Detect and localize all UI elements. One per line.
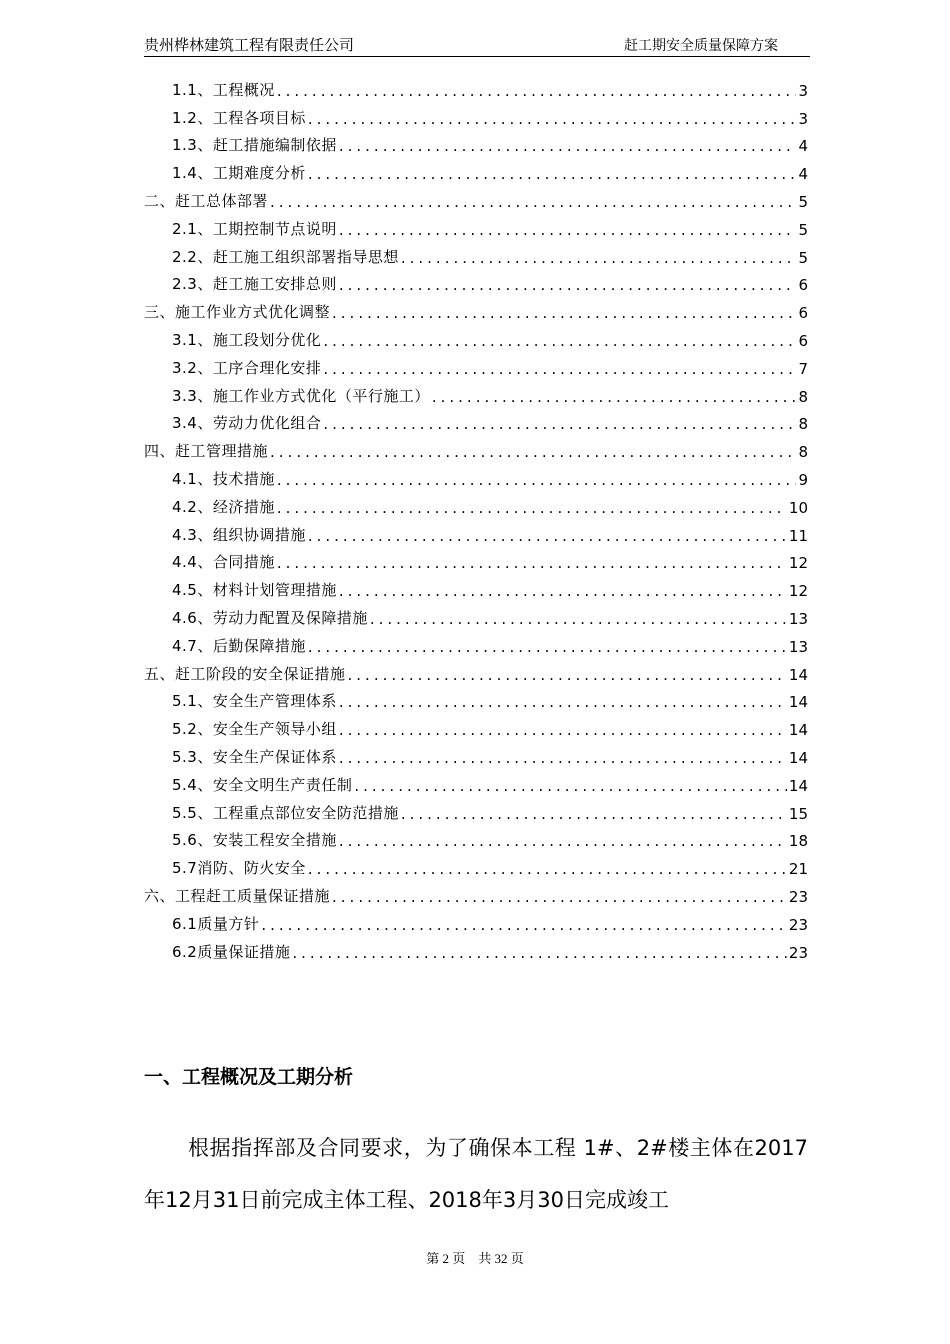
- toc-entry-page: 14: [788, 693, 808, 712]
- toc-entry[interactable]: [144, 100, 808, 128]
- toc-entry-title: 三、施工作业方式优化调整: [144, 303, 331, 322]
- toc-entry[interactable]: [144, 628, 808, 656]
- toc-entry-title: 2.3、赶工施工安排总则: [172, 275, 337, 294]
- toc-entry-title: 5.7消防、防火安全: [172, 859, 306, 878]
- toc-entry-title: 1.2、工程各项目标: [172, 108, 306, 127]
- toc-entry-title: 5.1、安全生产管理体系: [172, 692, 337, 711]
- toc-leader-dots: [332, 304, 796, 322]
- toc-entry-page: 5: [798, 192, 808, 211]
- toc-entry-page: 8: [798, 415, 808, 434]
- toc-leader-dots: [339, 582, 787, 600]
- toc-entry-title: 4.7、后勤保障措施: [172, 636, 306, 655]
- toc-entry-title: 1.4、工期难度分析: [172, 164, 306, 183]
- page-footer: 第 2 页 共 32 页: [426, 1251, 524, 1266]
- toc-entry[interactable]: [144, 656, 808, 684]
- toc-entry-title: 6.2质量保证措施: [172, 942, 291, 961]
- toc-leader-dots: [401, 805, 787, 823]
- toc-entry-title: 3.1、施工段划分优化: [172, 330, 322, 349]
- toc-entry-title: 4.3、组织协调措施: [172, 525, 306, 544]
- toc-entry[interactable]: [144, 739, 808, 767]
- toc-entry[interactable]: [144, 572, 808, 600]
- toc-entry-page: 6: [798, 304, 808, 323]
- toc-entry-page: 3: [798, 109, 808, 128]
- toc-entry-title: 4.1、技术措施: [172, 469, 275, 488]
- toc-leader-dots: [308, 860, 787, 878]
- toc-entry-page: 10: [788, 498, 808, 517]
- toc-leader-dots: [339, 276, 797, 294]
- toc-leader-dots: [339, 749, 787, 767]
- toc-entry[interactable]: [144, 294, 808, 322]
- toc-entry[interactable]: [144, 267, 808, 295]
- toc-entry-title: 5.6、安装工程安全措施: [172, 831, 337, 850]
- toc-entry-title: 5.4、安全文明生产责任制: [172, 775, 353, 794]
- toc-entry-page: 13: [788, 637, 808, 656]
- toc-leader-dots: [277, 471, 797, 489]
- toc-entry-page: 21: [788, 860, 808, 879]
- toc-entry-title: 4.6、劳动力配置及保障措施: [172, 608, 368, 627]
- toc-entry[interactable]: [144, 128, 808, 156]
- toc-entry[interactable]: [144, 72, 808, 100]
- page-header: [144, 30, 810, 57]
- toc-leader-dots: [308, 638, 787, 656]
- toc-entry-page: 11: [788, 526, 808, 545]
- toc-entry-page: 23: [788, 943, 808, 962]
- toc-entry[interactable]: [144, 183, 808, 211]
- toc-entry-title: 4.5、材料计划管理措施: [172, 581, 337, 600]
- body-paragraph: 根据指挥部及合同要求，为了确保本工程 1#、2#楼主体在2017年12月31日前完成主体工程、2018年3月30日完成竣工: [144, 1136, 808, 1212]
- toc-entry-page: 4: [798, 165, 808, 184]
- toc-entry-page: 6: [798, 276, 808, 295]
- toc-entry[interactable]: [144, 461, 808, 489]
- toc-entry[interactable]: [144, 823, 808, 851]
- toc-entry[interactable]: [144, 545, 808, 573]
- toc-entry[interactable]: [144, 600, 808, 628]
- toc-entry-page: 9: [798, 470, 808, 489]
- toc-entry[interactable]: [144, 795, 808, 823]
- toc-entry-page: 23: [788, 887, 808, 906]
- toc-entry-title: 3.4、劳动力优化组合: [172, 414, 322, 433]
- toc-entry[interactable]: [144, 517, 808, 545]
- toc-leader-dots: [277, 499, 787, 517]
- toc-entry-title: 3.3、施工作业方式优化（平行施工）: [172, 386, 430, 405]
- toc-leader-dots: [308, 165, 797, 183]
- toc-entry-title: 5.2、安全生产领导小组: [172, 720, 337, 739]
- toc-leader-dots: [339, 137, 797, 155]
- toc-entry-page: 14: [788, 776, 808, 795]
- toc-entry[interactable]: [144, 155, 808, 183]
- toc-leader-dots: [270, 193, 796, 211]
- toc-entry[interactable]: [144, 878, 808, 906]
- toc-leader-dots: [339, 832, 787, 850]
- toc-entry[interactable]: [144, 711, 808, 739]
- toc-entry-page: 4: [798, 137, 808, 156]
- toc-leader-dots: [277, 554, 787, 572]
- toc-entry-title: 2.2、赶工施工组织部署指导思想: [172, 247, 399, 266]
- toc-entry-title: 2.1、工期控制节点说明: [172, 219, 337, 238]
- toc-leader-dots: [323, 415, 796, 433]
- toc-entry[interactable]: [144, 906, 808, 934]
- toc-leader-dots: [339, 693, 787, 711]
- toc-entry-page: 12: [788, 554, 808, 573]
- toc-leader-dots: [292, 944, 787, 962]
- toc-entry[interactable]: [144, 767, 808, 795]
- toc-entry-title: 二、赶工总体部署: [144, 191, 269, 210]
- toc-leader-dots: [308, 527, 787, 545]
- toc-leader-dots: [270, 443, 796, 461]
- toc-entry-title: 4.4、合同措施: [172, 553, 275, 572]
- toc-leader-dots: [354, 777, 787, 795]
- toc-entry-page: 5: [798, 220, 808, 239]
- toc-entry-title: 四、赶工管理措施: [144, 442, 269, 461]
- toc-leader-dots: [401, 249, 797, 267]
- toc-entry-title: 5.3、安全生产保证体系: [172, 747, 337, 766]
- toc-leader-dots: [339, 221, 797, 239]
- toc-entry-page: 14: [788, 721, 808, 740]
- toc-leader-dots: [332, 888, 787, 906]
- toc-leader-dots: [339, 721, 787, 739]
- toc-entry[interactable]: [144, 489, 808, 517]
- toc-entry-page: 5: [798, 248, 808, 267]
- toc-entry[interactable]: [144, 934, 808, 962]
- toc-leader-dots: [308, 110, 797, 128]
- toc-entry-page: 8: [798, 387, 808, 406]
- toc-entry[interactable]: [144, 322, 808, 350]
- toc-entry-title: 六、工程赶工质量保证措施: [144, 886, 331, 905]
- toc-entry-page: 8: [798, 443, 808, 462]
- toc-entry-title: 6.1质量方针: [172, 914, 260, 933]
- document-title: 赶工期安全质量保障方案: [624, 38, 778, 54]
- toc-leader-dots: [370, 610, 787, 628]
- toc-entry-page: 3: [798, 81, 808, 100]
- toc-leader-dots: [432, 388, 797, 406]
- toc-entry-title: 1.1、工程概况: [172, 80, 275, 99]
- toc-leader-dots: [323, 360, 796, 378]
- toc-entry-page: 18: [788, 832, 808, 851]
- toc-entry-page: 15: [788, 804, 808, 823]
- toc-entry-title: 3.2、工序合理化安排: [172, 358, 322, 377]
- toc-entry-title: 五、赶工阶段的安全保证措施: [144, 664, 346, 683]
- toc-entry-page: 13: [788, 609, 808, 628]
- table-of-contents: [144, 72, 808, 962]
- company-name: 贵州桦林建筑工程有限责任公司: [144, 36, 355, 54]
- toc-entry[interactable]: [144, 239, 808, 267]
- toc-entry[interactable]: [144, 406, 808, 434]
- toc-entry[interactable]: [144, 378, 808, 406]
- toc-entry[interactable]: [144, 211, 808, 239]
- toc-entry[interactable]: [144, 684, 808, 712]
- toc-entry-page: 12: [788, 582, 808, 601]
- toc-entry-page: 14: [788, 748, 808, 767]
- toc-entry-title: 5.5、工程重点部位安全防范措施: [172, 803, 399, 822]
- toc-leader-dots: [348, 666, 787, 684]
- toc-entry-title: 1.3、赶工措施编制依据: [172, 136, 337, 155]
- toc-entry[interactable]: [144, 350, 808, 378]
- toc-leader-dots: [323, 332, 796, 350]
- toc-entry-page: 23: [788, 915, 808, 934]
- toc-leader-dots: [277, 82, 797, 100]
- toc-entry[interactable]: [144, 850, 808, 878]
- toc-entry-page: 6: [798, 331, 808, 350]
- toc-entry-title: 4.2、经济措施: [172, 497, 275, 516]
- section-heading: 一、工程概况及工期分析: [144, 1066, 354, 1088]
- toc-entry[interactable]: [144, 433, 808, 461]
- toc-leader-dots: [261, 916, 787, 934]
- toc-entry-page: 7: [798, 359, 808, 378]
- toc-entry-page: 14: [788, 665, 808, 684]
